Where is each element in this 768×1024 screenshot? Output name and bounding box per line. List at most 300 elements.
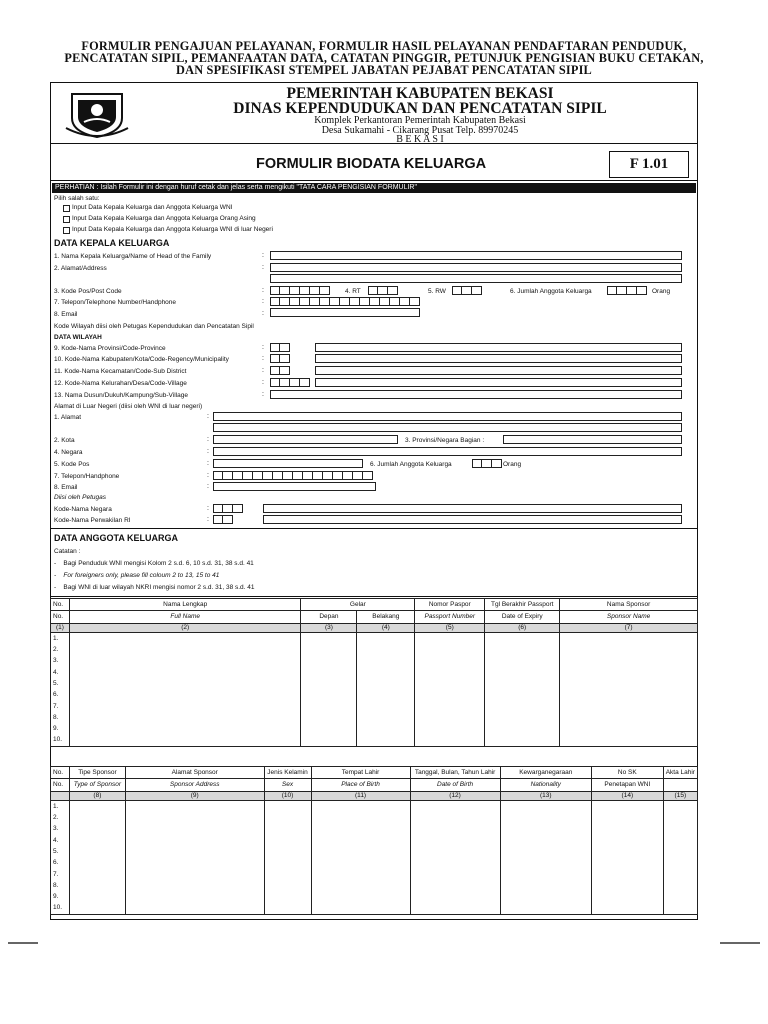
t1-cell[interactable]: [357, 723, 415, 734]
t1-cell[interactable]: [485, 678, 560, 689]
t2-header-jk: Jenis Kelamin: [264, 767, 311, 779]
t2-header-akte: Akta Lahir: [663, 767, 697, 779]
t2-colnum-blank: [51, 791, 70, 800]
colon: :: [262, 298, 264, 305]
agency-line-3: Komplek Perkantoran Pemerintah Kabupaten Bekasi: [314, 115, 526, 126]
t2-cell[interactable]: [410, 857, 500, 868]
t1-row: [51, 700, 698, 711]
t2-cell[interactable]: [410, 834, 500, 845]
t2-cell[interactable]: [125, 880, 264, 891]
t1-cell[interactable]: [357, 666, 415, 677]
field-provinsi-name[interactable]: [315, 343, 682, 352]
t1-cell[interactable]: [357, 700, 415, 711]
t1-cell[interactable]: [485, 689, 560, 700]
t1-cell[interactable]: [485, 712, 560, 723]
t1-cell[interactable]: [69, 678, 300, 689]
t1-header-nama: Nama Lengkap: [69, 599, 300, 611]
t2-cell[interactable]: [592, 812, 664, 823]
t2-cell[interactable]: [500, 812, 591, 823]
t1-colnum: (6): [485, 623, 560, 632]
field-ln-alamat-input-1[interactable]: [213, 412, 682, 421]
t2-cell[interactable]: [125, 812, 264, 823]
t2-cell[interactable]: [69, 800, 125, 812]
t2-colnum: (10): [264, 791, 311, 800]
t1-cell[interactable]: [415, 712, 485, 723]
t1-header-tgl: Tgl Berakhir Passport: [485, 599, 560, 611]
agency-address: [140, 116, 700, 145]
field-dusun-label: 13. Nama Dusun/Dukuh/Kampung/Sub-Village: [54, 392, 188, 399]
t1-colnum: (1): [51, 623, 70, 632]
field-kabupaten-code[interactable]: [270, 354, 290, 363]
field-ln-telepon-label: 7. Telepon/Handphone: [54, 473, 120, 480]
t1-cell[interactable]: [560, 723, 698, 734]
t1-cell[interactable]: [485, 700, 560, 711]
t2-cell[interactable]: [311, 880, 410, 891]
t2-cell[interactable]: [125, 834, 264, 845]
agency-line-1: PEMERINTAH KABUPATEN BEKASI: [286, 85, 554, 102]
t1-cell[interactable]: [415, 655, 485, 666]
t2-cell[interactable]: [311, 868, 410, 879]
t2-cell[interactable]: [663, 823, 697, 834]
field-ln-provinsi-label: 3. Provinsi/Negara Bagian :: [405, 437, 485, 444]
field-ln-negara-label: 4. Negara: [54, 449, 83, 456]
field-kodepos-label: 3. Kode Pos/Post Code: [54, 288, 122, 295]
t1-cell[interactable]: [357, 644, 415, 655]
t1-cell[interactable]: [301, 689, 357, 700]
field-email-label: 8. Email: [54, 311, 78, 318]
t2-colnum: (9): [125, 791, 264, 800]
field-rt-label: 4. RT: [345, 288, 361, 295]
colon: :: [207, 483, 209, 490]
t2-row-no: 3.: [51, 823, 70, 834]
t2-colnum: (11): [311, 791, 410, 800]
t2-cell[interactable]: [311, 834, 410, 845]
t1-cell[interactable]: [560, 678, 698, 689]
note-1: Bagi Penduduk WNI mengisi Kolom 2 s.d. 6, 10 s.d. 31, 38 s.d. 41: [63, 560, 254, 567]
field-ln-email-label: 8. Email: [54, 484, 78, 491]
field-telepon-cells[interactable]: [270, 297, 420, 306]
note-bullet-2: - For foreigners only, please fill coloum 2 to 13, 15 to 41: [54, 572, 220, 579]
t1-cell[interactable]: [69, 734, 300, 746]
note-bullet-3: - Bagi WNI di luar wilayah NKRI mengisi nomor 2 s.d. 31, 38 s.d. 41: [54, 584, 255, 591]
t1-row-no: 1.: [51, 632, 70, 644]
field-kelurahan-label: 12. Kode-Nama Kelurahan/Desa/Code-Village: [54, 380, 187, 387]
t1-cell[interactable]: [485, 666, 560, 677]
t1-cell[interactable]: [415, 666, 485, 677]
t1-cell[interactable]: [560, 666, 698, 677]
t1-cell[interactable]: [560, 644, 698, 655]
colon: :: [207, 516, 209, 523]
kode-wilayah-note: Kode Wilayah diisi oleh Petugas Kependudukan dan Pencatatan Sipil: [54, 323, 254, 330]
colon: :: [207, 505, 209, 512]
t2-header-tgl: Tanggal, Bulan, Tahun Lahir: [410, 767, 500, 779]
colon: :: [262, 252, 264, 259]
field-ln-negara-input[interactable]: [213, 447, 682, 456]
colon: :: [262, 344, 264, 351]
t2-cell[interactable]: [410, 891, 500, 902]
field-kodepos-cells[interactable]: [270, 286, 330, 295]
section-anggota-heading: DATA ANGGOTA KELUARGA: [54, 533, 178, 543]
t1-cell[interactable]: [69, 655, 300, 666]
t2-cell[interactable]: [125, 846, 264, 857]
t1-cell[interactable]: [415, 723, 485, 734]
t2-cell[interactable]: [264, 891, 311, 902]
t2-cell[interactable]: [264, 800, 311, 812]
t2-cell[interactable]: [410, 868, 500, 879]
agency-line-5: B E K A S I: [396, 134, 444, 145]
t2-colnum: (14): [592, 791, 664, 800]
t1-cell[interactable]: [357, 632, 415, 644]
field-kelurahan-name[interactable]: [315, 378, 682, 387]
colon: :: [262, 355, 264, 362]
t2-header-sk-en: Penetapan WNI: [592, 779, 664, 791]
t1-row-no: 10.: [51, 734, 70, 746]
t2-cell[interactable]: [663, 891, 697, 902]
title-divider: [50, 180, 698, 181]
t1-cell[interactable]: [485, 644, 560, 655]
t1-row-no: 7.: [51, 700, 70, 711]
t2-colnum: (8): [69, 791, 125, 800]
header-line-3: DAN SPESIFIKASI STEMPEL JABATAN PEJABAT PENCATATAN SIPIL: [176, 63, 592, 77]
t2-cell[interactable]: [311, 812, 410, 823]
page-edge-mark-right: [720, 942, 760, 944]
t2-cell[interactable]: [663, 800, 697, 812]
t1-cell[interactable]: [485, 655, 560, 666]
t2-cell[interactable]: [663, 880, 697, 891]
field-nama-kepala-input[interactable]: [270, 251, 682, 260]
field-dusun-input[interactable]: [270, 390, 682, 399]
field-kode-negara-name[interactable]: [263, 504, 682, 513]
field-ln-provinsi-input[interactable]: [503, 435, 682, 444]
t2-cell[interactable]: [264, 857, 311, 868]
t1-header-sponsor-en: Sponsor Name: [560, 611, 698, 623]
t2-header-no: No.: [51, 767, 70, 779]
t2-header-tempat-en: Place of Birth: [311, 779, 410, 791]
t1-cell[interactable]: [301, 655, 357, 666]
field-perwakilan-name[interactable]: [263, 515, 682, 524]
t2-cell[interactable]: [663, 812, 697, 823]
t2-cell[interactable]: [125, 823, 264, 834]
t1-cell[interactable]: [415, 700, 485, 711]
t1-row: [51, 632, 698, 644]
t1-header-tgl-en: Date of Expiry: [485, 611, 560, 623]
t2-cell[interactable]: [592, 880, 664, 891]
t2-cell[interactable]: [264, 834, 311, 845]
t1-cell[interactable]: [301, 723, 357, 734]
t1-cell[interactable]: [301, 734, 357, 746]
t1-cell[interactable]: [415, 632, 485, 644]
field-kabupaten-name[interactable]: [315, 354, 682, 363]
t2-row: [51, 891, 698, 902]
t2-colnum: (12): [410, 791, 500, 800]
t1-cell[interactable]: [415, 678, 485, 689]
t1-cell[interactable]: [415, 734, 485, 746]
t1-cell[interactable]: [301, 644, 357, 655]
t2-cell[interactable]: [69, 823, 125, 834]
t1-row-no: 6.: [51, 689, 70, 700]
t2-cell[interactable]: [125, 902, 264, 914]
option-checkbox-2[interactable]: [63, 216, 70, 223]
field-jumlah-label: 6. Jumlah Anggota Keluarga: [510, 288, 592, 295]
t1-cell[interactable]: [415, 644, 485, 655]
anggota-table-2: [50, 766, 698, 915]
field-rw-cells[interactable]: [452, 286, 482, 295]
t2-cell[interactable]: [69, 868, 125, 879]
field-ln-kodepos-input[interactable]: [213, 459, 363, 468]
t2-header-jk-en: Sex: [264, 779, 311, 791]
t2-cell[interactable]: [592, 891, 664, 902]
t2-cell[interactable]: [264, 812, 311, 823]
t2-cell[interactable]: [592, 857, 664, 868]
page-edge-mark-left: [8, 942, 38, 944]
t1-colnum: (2): [69, 623, 300, 632]
t2-cell[interactable]: [592, 834, 664, 845]
t2-cell[interactable]: [264, 880, 311, 891]
t2-cell[interactable]: [410, 846, 500, 857]
t1-row: [51, 734, 698, 746]
t1-cell[interactable]: [69, 712, 300, 723]
option-label-2: Input Data Kepala Keluarga dan Anggota Keluarga Orang Asing: [72, 215, 256, 222]
field-kabupaten-label: 10. Kode-Nama Kabupaten/Kota/Code-Regency/Municipality: [54, 356, 229, 363]
t1-cell[interactable]: [301, 632, 357, 644]
t1-cell[interactable]: [69, 723, 300, 734]
t1-cell[interactable]: [69, 644, 300, 655]
t2-row-no: 8.: [51, 880, 70, 891]
colon: :: [207, 472, 209, 479]
colon: :: [207, 436, 209, 443]
t1-cell[interactable]: [301, 678, 357, 689]
t2-cell[interactable]: [264, 846, 311, 857]
t2-header-alamat: Alamat Sponsor: [125, 767, 264, 779]
section-divider: [50, 528, 698, 529]
t2-header-alamat-en: Sponsor Address: [125, 779, 264, 791]
t2-cell[interactable]: [264, 902, 311, 914]
bekasi-crest-icon: [64, 92, 130, 138]
t2-row-no: 1.: [51, 800, 70, 812]
t2-cell[interactable]: [69, 891, 125, 902]
t2-cell[interactable]: [69, 834, 125, 845]
t2-row-no: 6.: [51, 857, 70, 868]
colon: :: [207, 413, 209, 420]
t2-row: [51, 834, 698, 845]
t1-cell[interactable]: [560, 712, 698, 723]
t1-row: [51, 689, 698, 700]
t1-cell[interactable]: [301, 666, 357, 677]
option-checkbox-1[interactable]: [63, 205, 70, 212]
t1-header-sponsor: Nama Sponsor: [560, 599, 698, 611]
field-rw-label: 5. RW: [428, 288, 446, 295]
t1-cell[interactable]: [69, 666, 300, 677]
t2-cell[interactable]: [663, 846, 697, 857]
note-bullet-1: - Bagi Penduduk WNI mengisi Kolom 2 s.d. 6, 10 s.d. 31, 38 s.d. 41: [54, 560, 254, 567]
agency-name: [140, 86, 700, 116]
t2-header-warga: Kewarganegaraan: [500, 767, 591, 779]
field-provinsi-code[interactable]: [270, 343, 290, 352]
t1-cell[interactable]: [415, 689, 485, 700]
t2-row: [51, 800, 698, 812]
form-title: FORMULIR BIODATA KELUARGA: [256, 156, 487, 172]
field-kecamatan-code[interactable]: [270, 366, 290, 375]
field-ln-jumlah-cells[interactable]: [472, 459, 502, 468]
t2-cell[interactable]: [311, 823, 410, 834]
t2-cell[interactable]: [311, 891, 410, 902]
t1-row-no: 2.: [51, 644, 70, 655]
t1-cell[interactable]: [357, 689, 415, 700]
field-ln-email-input[interactable]: [213, 482, 376, 491]
t2-cell[interactable]: [410, 880, 500, 891]
t1-cell[interactable]: [69, 689, 300, 700]
catatan-label: Catatan :: [54, 548, 81, 555]
t1-colnum: (5): [415, 623, 485, 632]
t2-cell[interactable]: [125, 868, 264, 879]
t2-row-no: 7.: [51, 868, 70, 879]
t1-cell[interactable]: [485, 723, 560, 734]
t2-cell[interactable]: [592, 902, 664, 914]
t1-header-belakang: Belakang: [357, 611, 415, 623]
note-3: Bagi WNI di luar wilayah NKRI mengisi nomor 2 s.d. 31, 38 s.d. 41: [63, 584, 255, 591]
t2-cell[interactable]: [500, 846, 591, 857]
t1-colnum: (4): [357, 623, 415, 632]
table1-top-rule: [50, 596, 698, 597]
t2-cell[interactable]: [311, 902, 410, 914]
t2-cell[interactable]: [500, 800, 591, 812]
t2-row-no: 2.: [51, 812, 70, 823]
colon: :: [262, 391, 264, 398]
t1-header-nama-en: Full Name: [69, 611, 300, 623]
t2-row-no: 10.: [51, 902, 70, 914]
t2-cell[interactable]: [410, 823, 500, 834]
t2-cell[interactable]: [311, 846, 410, 857]
t1-cell[interactable]: [560, 655, 698, 666]
t1-header-paspor-en: Passport Number: [415, 611, 485, 623]
petugas-note: Diisi oleh Petugas: [54, 494, 107, 501]
t2-row: [51, 846, 698, 857]
t2-cell[interactable]: [500, 857, 591, 868]
t1-cell[interactable]: [357, 655, 415, 666]
t2-cell[interactable]: [592, 800, 664, 812]
field-ln-kota-input[interactable]: [213, 435, 398, 444]
t2-cell[interactable]: [125, 891, 264, 902]
field-ln-telepon-cells[interactable]: [213, 471, 373, 480]
t2-cell[interactable]: [663, 868, 697, 879]
t1-header-no-en: No.: [51, 611, 70, 623]
t1-cell[interactable]: [301, 712, 357, 723]
t2-cell[interactable]: [500, 902, 591, 914]
field-email-input[interactable]: [270, 308, 420, 317]
t1-cell[interactable]: [560, 689, 698, 700]
option-label-1: Input Data Kepala Keluarga dan Anggota Keluarga WNI: [72, 204, 233, 211]
t1-row: [51, 678, 698, 689]
field-ln-kodepos-label: 5. Kode Pos: [54, 461, 90, 468]
t1-cell[interactable]: [560, 700, 698, 711]
field-kelurahan-code[interactable]: [270, 378, 310, 387]
pilih-label: Pilih salah satu:: [54, 195, 100, 202]
colon: :: [262, 264, 264, 271]
field-nama-kepala-label: 1. Nama Kepala Keluarga/Name of Head of the Family: [54, 253, 212, 260]
t2-header-akte-en: [663, 779, 697, 791]
t1-cell[interactable]: [357, 712, 415, 723]
t2-cell[interactable]: [410, 800, 500, 812]
t2-cell[interactable]: [500, 834, 591, 845]
field-ln-alamat-input-2[interactable]: [213, 423, 682, 432]
t2-cell[interactable]: [264, 868, 311, 879]
t2-cell[interactable]: [311, 800, 410, 812]
t1-cell[interactable]: [485, 632, 560, 644]
t2-colnum: (13): [500, 791, 591, 800]
t1-cell[interactable]: [301, 700, 357, 711]
t2-cell[interactable]: [410, 902, 500, 914]
t1-colnum: (3): [301, 623, 357, 632]
t1-cell[interactable]: [69, 632, 300, 644]
t2-cell[interactable]: [663, 857, 697, 868]
t2-cell[interactable]: [410, 812, 500, 823]
t1-cell[interactable]: [485, 734, 560, 746]
field-kode-negara-code[interactable]: [213, 504, 243, 513]
field-alamat-input-1[interactable]: [270, 263, 682, 272]
t2-cell[interactable]: [500, 891, 591, 902]
t1-header-no: No.: [51, 599, 70, 611]
field-alamat-input-2[interactable]: [270, 274, 682, 283]
field-ln-kota-label: 2. Kota: [54, 437, 75, 444]
t2-row: [51, 857, 698, 868]
field-kecamatan-name[interactable]: [315, 366, 682, 375]
t2-cell[interactable]: [264, 823, 311, 834]
colon: :: [207, 448, 209, 455]
t2-cell[interactable]: [69, 902, 125, 914]
field-jumlah-cells[interactable]: [607, 286, 647, 295]
field-ln-jumlah-unit: Orang: [503, 461, 522, 468]
section-wilayah-heading: DATA WILAYAH: [54, 334, 102, 341]
t1-row: [51, 655, 698, 666]
t1-row: [51, 666, 698, 677]
option-checkbox-3[interactable]: [63, 227, 70, 234]
field-kecamatan-label: 11. Kode-Nama Kecamatan/Code-Sub District: [54, 368, 187, 375]
field-ln-alamat-label: 1. Alamat: [54, 414, 82, 421]
t1-cell[interactable]: [357, 734, 415, 746]
t2-row: [51, 902, 698, 914]
t2-cell[interactable]: [500, 823, 591, 834]
t2-cell[interactable]: [125, 857, 264, 868]
t2-row-no: 4.: [51, 834, 70, 845]
field-rt-cells[interactable]: [368, 286, 398, 295]
field-kode-negara-label: Kode-Nama Negara: [54, 506, 112, 513]
field-perwakilan-code[interactable]: [213, 515, 233, 524]
t2-header-tipe: Tipe Sponsor: [69, 767, 125, 779]
t2-cell[interactable]: [125, 800, 264, 812]
t2-cell[interactable]: [69, 846, 125, 857]
t2-cell[interactable]: [500, 868, 591, 879]
t2-header-tipe-en: Type of Sponsor: [69, 779, 125, 791]
t2-cell[interactable]: [500, 880, 591, 891]
t2-header-sk: No SK: [592, 767, 664, 779]
t2-cell[interactable]: [69, 857, 125, 868]
t2-cell[interactable]: [69, 812, 125, 823]
t1-cell[interactable]: [560, 632, 698, 644]
t2-row-no: 5.: [51, 846, 70, 857]
t2-cell[interactable]: [311, 857, 410, 868]
t2-cell[interactable]: [592, 823, 664, 834]
t2-cell[interactable]: [663, 834, 697, 845]
t2-cell[interactable]: [592, 868, 664, 879]
t2-cell[interactable]: [663, 902, 697, 914]
t1-cell[interactable]: [560, 734, 698, 746]
t2-cell[interactable]: [592, 846, 664, 857]
t1-cell[interactable]: [69, 700, 300, 711]
t1-cell[interactable]: [357, 678, 415, 689]
section-kepala-heading: DATA KEPALA KELUARGA: [54, 238, 170, 248]
t2-colnum: (15): [663, 791, 697, 800]
t2-cell[interactable]: [69, 880, 125, 891]
